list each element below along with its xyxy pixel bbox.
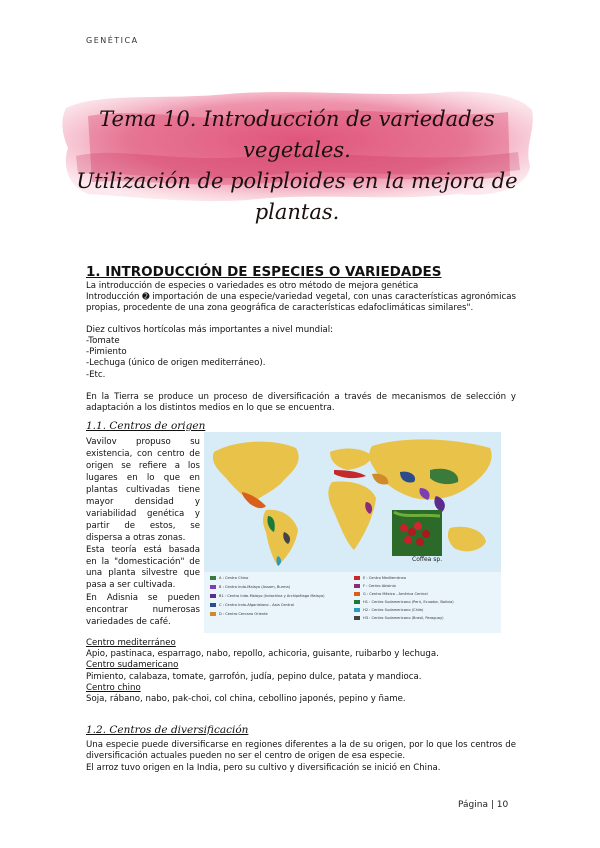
- list-item: -Etc.: [86, 369, 106, 380]
- list-item: -Tomate: [86, 336, 120, 346]
- title-line-2: Utilización de poliploides en la mejora de plantas.: [76, 169, 518, 224]
- center-crops: Apio, pastinaca, esparrago, nabo, repollo, achicoria, guisante, ruibarbo y lechuga.: [86, 649, 439, 660]
- section-1-p3: Diez cultivos hortícolas más importantes a nivel mundial:: [86, 325, 334, 335]
- legend-item: A : Centro Chino: [210, 576, 350, 580]
- section-1-p4: En la Tierra se produce un proceso de diversificación a través de mecanismos de selección y adaptación a los distintos medios en lo que se encuentra.: [86, 392, 516, 414]
- section-1-heading: 1. INTRODUCCIÓN DE ESPECIES O VARIEDADES: [86, 264, 442, 280]
- center-crops: Soja, rábano, nabo, pak-choi, col china, cebollino japonés, pepino y ñame.: [86, 694, 406, 705]
- legend-item: H2 : Centro Sudamericano (Chile): [354, 608, 496, 612]
- section-1-p2: Introducción ➋ importación de una especie/variedad vegetal, con unas características agronómicas propias, procedente de una zona geográfica de características edafoclimáticas similares".: [86, 292, 516, 314]
- origin-centers-list: [86, 638, 526, 705]
- map-legend-left: [210, 576, 350, 616]
- section-1-2-p2: El arroz tuvo origen en la India, pero su cultivo y diversificación se inició en China.: [86, 763, 441, 773]
- legend-item: H1 : Centro Sudamericano (Perú, Ecuador, Bolivia): [354, 600, 496, 604]
- list-item: -Lechuga (único de origen mediterráneo).: [86, 358, 266, 369]
- legend-item: C : Centro Indo-Afganistano - Asia Central: [210, 603, 350, 607]
- map-caption: Coffea sp.: [412, 556, 443, 563]
- center-name: Centro chino: [86, 682, 141, 693]
- legend-item: G : Centro México - América Central: [354, 592, 496, 596]
- legend-item: E : Centro Mediterráneo: [354, 576, 496, 580]
- center-name: Centro sudamericano: [86, 660, 179, 671]
- legend-item: B : Centro Indo-Malayo (Assam, Burma): [210, 585, 350, 589]
- title-line-1: Tema 10. Introducción de variedades vegetales.: [99, 107, 495, 162]
- origin-centers-map: [204, 432, 501, 633]
- section-1-1-p1: Vavilov propuso su existencia, con centro de origen se refiere a los lugares en lo que en plantas cultivadas tiene mayor densidad y variabilidad genética y partir de estos, se dispersa a otras zonas.: [86, 437, 200, 543]
- section-1-2-heading: 1.2. Centros de diversificación: [86, 724, 249, 736]
- section-1-p1: La introducción de especies o variedades es otro método de mejora genética: [86, 281, 419, 291]
- world-map: [204, 432, 501, 572]
- page-number: Página | 10: [458, 800, 509, 810]
- map-legend-right: [354, 576, 496, 620]
- legend-item: B1 : Centro Indo-Malayo (Indochina y Archipiélago Malayo): [210, 594, 350, 598]
- list-item: -Pimiento: [86, 347, 127, 358]
- legend-item: H3 : Centro Sudamericano (Brasil, Paraguay): [354, 616, 496, 620]
- running-header: GENÉTICA: [86, 36, 139, 45]
- legend-item: D : Centro Cercano Oriente: [210, 612, 350, 616]
- section-1-1-heading: 1.1. Centros de origen: [86, 420, 206, 432]
- center-crops: Pimiento, calabaza, tomate, garrofón, judía, pepino dulce, patata y mandioca.: [86, 671, 422, 682]
- section-1-2-p1: Una especie puede diversificarse en regiones diferentes a la de su origen, por lo que los centros de diversificación actuales pueden no ser el centro de origen de esa especie.: [86, 740, 516, 762]
- page-title: [62, 104, 532, 228]
- legend-item: F : Centro Abisinio: [354, 584, 496, 588]
- section-1-1-p3: En Adisnia se pueden encontrar numerosas variedades de café.: [86, 593, 200, 627]
- crop-list: [86, 336, 516, 381]
- section-1-1-p2: Esta teoría está basada en la "domesticación" de una planta silvestre que pasa a ser cultivada.: [86, 545, 200, 590]
- center-name: Centro mediterráneo: [86, 638, 176, 648]
